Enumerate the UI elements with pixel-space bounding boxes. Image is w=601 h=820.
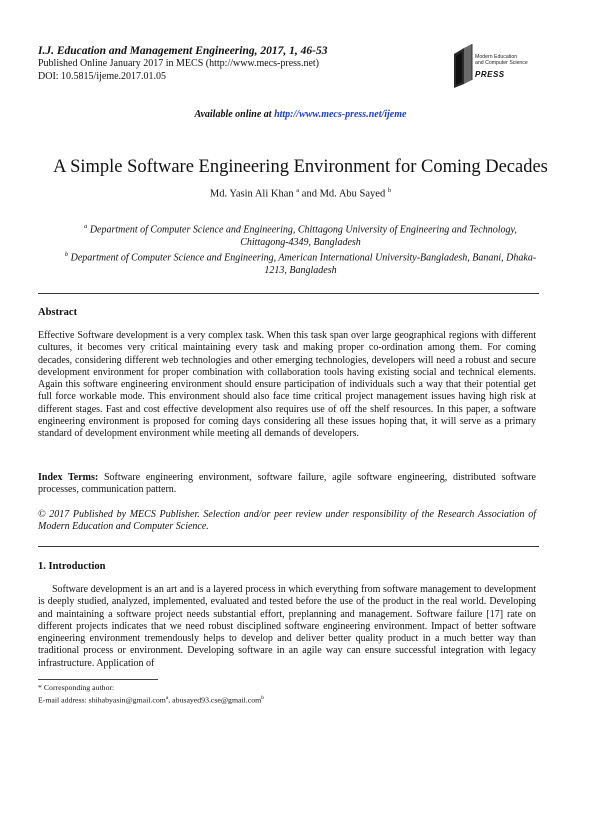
author-2-mark: b [387,187,392,194]
author-join: and [301,188,317,200]
introduction-body: Software development is an art and is a layered process in which everything from software management to development is deeply studied, analyzed, implemented, evaluated and tested before the use of the product in the real world. Developing and maintaining a software project needs substantial effort, preplanning and management. Software failure [17] rate on different projects indicates that we need robust disciplined software engineering environment. Impact of better software engineering environment tremendously helps to develop and deliver better quality product in a much better way than traditional process or environment. Developing software in an agile way can ensure successful integration with legacy infrastructure. Application of [38,584,536,669]
book-icon [452,44,476,88]
index-terms-label: Index Terms: [38,472,99,483]
author-1: Md. Yasin Ali Khan [209,188,294,200]
index-terms [38,472,536,497]
abstract-body: Effective Software development is a very complex task. When this task span over large geographical regions with different cultures, it becomes very critical maintaining every task and making proper co-ordination among them. For coming decades, considering different web technologies and other emerging technologies, developers will need a robust and secure development environment for proper combination with collaboration tools having existing social and technical elements. Again this software engineering environment should ensure participation of individuals such a way that their potential get full force workable mode. This environment should also face time critical project management issues having high risk at different stages. Fast and cost effective development also requires use of off the shelf resources. In this paper, a software engineering environment is proposed for coming days considering all these issues hoping that, it will serve as a primary standard of development environment while meeting all demands of developers. [38,330,536,440]
email-line: E-mail address: shihabyasin@gmail.com$^a$, abusayed93.cse@gmail.com$^b$ [38,695,264,705]
affiliations [60,221,541,278]
author-1-mark: a [296,187,300,194]
abstract-heading: Abstract [38,307,78,318]
author-2: Md. Abu Sayed [319,188,386,200]
paper-title: A Simple Software Engineering Environment for Coming Decades [53,157,548,177]
corresponding-author: * Corresponding author: [38,683,115,692]
email-b[interactable]: abusayed93.cse@gmail.com [172,695,262,705]
introduction-heading: 1. Introduction [38,561,106,572]
published-online-line: Published Online January 2017 in MECS (http://www.mecs-press.net) [38,58,319,69]
affiliation-b: $^b$ Department of Computer Science and Engineering, American International University-Bangladesh, Banani, Dhaka-1213, Bangladesh [64,251,537,277]
mecs-press-logo [452,42,552,94]
footnote-rule [38,679,158,680]
abstract-bottom-rule [38,546,539,547]
availability-line [0,109,601,120]
affiliation-a: $^a$ Department of Computer Science and Engineering, Chittagong University of Engineering and Technology, Chittagong-4349, Bangladesh [84,223,517,248]
footnote [38,683,264,706]
index-terms-text: Software engineering environment, software failure, agile software engineering, distributed software processes, communication pattern. [38,472,536,496]
journal-citation: I.J. Education and Management Engineering, 2017, 1, 46-53 [38,45,328,57]
journal-header [38,44,378,83]
doi-line: DOI: 10.5815/ijeme.2017.01.05 [38,70,167,82]
logo-press: PRESS [475,70,505,79]
email-a[interactable]: shihabyasin@gmail.com [88,695,166,705]
availability-label: Available online at [194,109,272,120]
abstract-top-rule [38,293,539,294]
logo-wordmark: Modern Education and Computer Science [475,54,528,66]
author-list [0,187,601,200]
copyright-notice: © 2017 Published by MECS Publisher. Selection and/or peer review under responsibility of the Research Association of Modern Education and Computer Science. [38,509,536,533]
journal-url-link[interactable]: http://www.mecs-press.net/ijeme [274,109,407,120]
